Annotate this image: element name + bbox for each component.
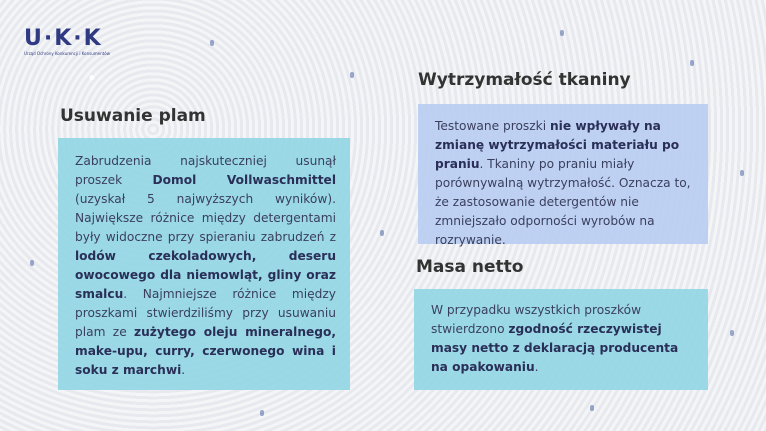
uokik-logo bbox=[24, 26, 110, 56]
background-speck bbox=[30, 260, 34, 266]
text-segment: . Tkaniny po praniu miały porównywalną wytrzymałość. Oznacza to, że zastosowanie detergentów nie zmniejszało odporności wyrobów na rozrywanie. bbox=[435, 157, 691, 247]
logo-mark: U·K·K bbox=[24, 26, 103, 51]
stain-removal-text bbox=[75, 152, 336, 380]
heading-fabric-strength: Wytrzymałość tkaniny bbox=[418, 70, 631, 90]
background-speck bbox=[210, 40, 214, 46]
text-segment: Zabrudzenia najskuteczniej usunął proszek bbox=[75, 154, 336, 187]
fabric-strength-text bbox=[435, 117, 694, 250]
text-bold-segment: lodów czekoladowych, deseru owocowego dla niemowląt, gliny oraz smalcu bbox=[75, 249, 336, 301]
heading-stain-removal: Usuwanie plam bbox=[60, 106, 206, 126]
background-speck bbox=[590, 405, 594, 411]
card-stain-removal bbox=[58, 138, 350, 390]
text-bold-segment: zgodność rzeczywistej masy netto z deklaracją producenta na opakowaniu bbox=[431, 322, 679, 374]
background-speck bbox=[730, 330, 734, 336]
text-bold-segment: zużytego oleju mineralnego, make-upu, curry, czerwonego wina i soku z marchwi bbox=[75, 325, 336, 377]
background-speck bbox=[380, 230, 384, 236]
background-speck bbox=[260, 410, 264, 416]
net-mass-text bbox=[431, 301, 694, 377]
text-segment: Testowane proszki bbox=[435, 119, 550, 133]
text-segment: . Najmniejsze różnice między proszkami stwierdziliśmy przy usuwaniu plam ze bbox=[75, 287, 336, 339]
text-segment: . bbox=[534, 360, 539, 374]
background-speck bbox=[690, 60, 694, 66]
text-segment: (uzyskał 5 najwyższych wyników). Największe różnice między detergentami były widoczne przy spieraniu zabrudzeń z bbox=[75, 192, 336, 244]
card-fabric-strength bbox=[418, 104, 708, 247]
background-speck bbox=[560, 30, 564, 36]
card-net-mass bbox=[414, 289, 708, 390]
text-bold-segment: Domol Vollwaschmittel bbox=[152, 173, 336, 187]
heading-net-mass: Masa netto bbox=[416, 257, 524, 277]
logo-subtitle: Urząd Ochrony Konkurencji i Konsumentów bbox=[24, 51, 110, 56]
text-segment: W przypadku wszystkich proszków stwierdzono bbox=[431, 303, 642, 336]
text-segment: . bbox=[181, 363, 186, 377]
background-speck bbox=[740, 170, 744, 176]
text-bold-segment: nie wpływały na zmianę wytrzymałości materiału po praniu bbox=[435, 119, 680, 171]
background-speck bbox=[350, 72, 354, 78]
